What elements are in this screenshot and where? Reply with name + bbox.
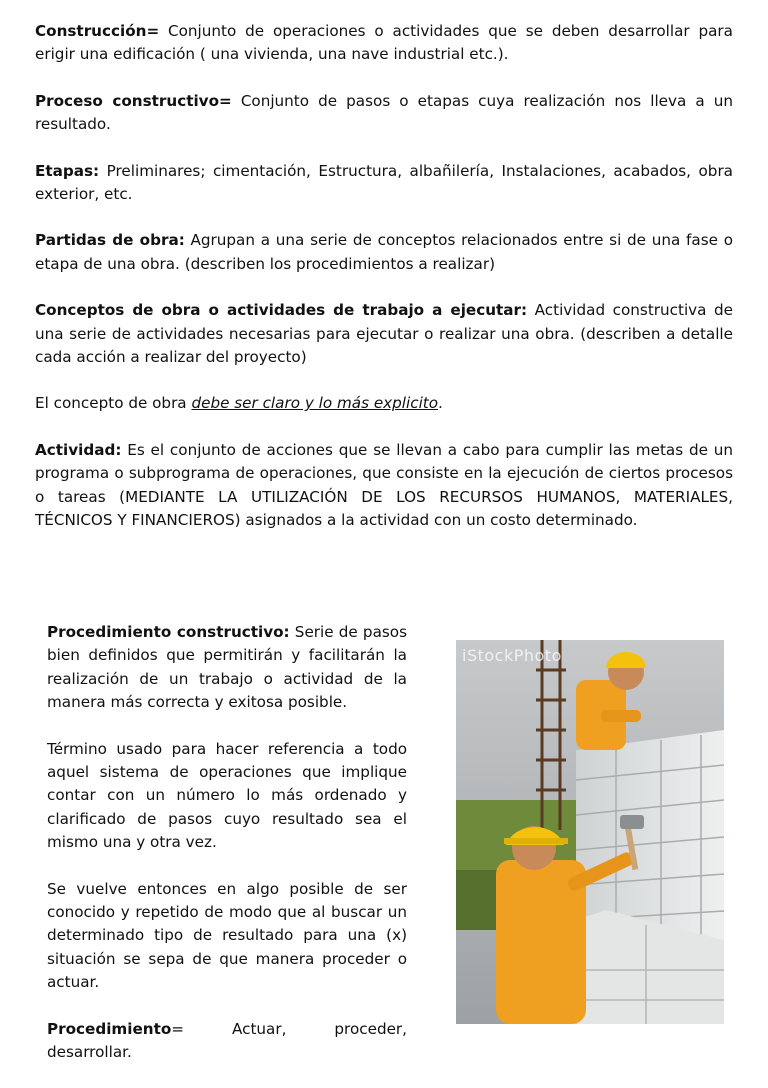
definition-text: Conjunto de pasos o etapas cuya realización nos lleva a un resultado. [35,91,734,134]
term: Construcción= [35,22,160,40]
definition-text: Es el conjunto de acciones que se llevan a cabo para cumplir las metas de un programa o subprograma de operaciones, que consiste en la ejecución de ciertos procesos o tareas (MEDIANTE LA UTILIZACIÓN DE LOS RECURSOS HUMANOS, MATERIALES, TÉCNICOS Y FINANCIEROS) asignados a la actividad con un costo determinado. [35,440,733,530]
term: Proceso constructivo= [35,91,232,110]
se-vuelve-paragraph: Se vuelve entonces en algo posible de ser conocido y repetido de modo que al buscar un determinado tipo de resultado para una (x) situación se sepa de que manera proceder o actuar. [47,879,407,992]
procedimiento-definition [47,1018,407,1065]
term: Actividad: [35,440,122,459]
definition-text: = Actuar, proceder, desarrollar. [47,1019,407,1062]
term: Partidas de obra: [35,231,185,250]
definition-text: Serie de pasos bien definidos que permitirán y facilitarán la realización de un trabajo o actividad de la manera más correcta y exitosa posible. [47,623,407,712]
procedimiento-constructivo-definition [47,621,407,715]
term: Etapas: [35,161,100,180]
definition-etapas [35,160,733,207]
note-underlined: debe ser claro y lo más explicito [191,394,439,413]
definition-partidas-de-obra [35,229,733,276]
definition-actividad [35,439,733,533]
term: Procedimiento [47,1019,172,1038]
definition-proceso-constructivo [35,90,733,137]
note-end: . [438,394,443,413]
termino-paragraph: Término usado para hacer referencia a todo aquel sistema de operaciones que implique contar con un número lo más ordenado y clarificado de pasos cuyo resultado sea el mismo una y otra vez. [47,739,407,852]
photo-illustration [456,640,724,1024]
construction-workers-photo [456,640,724,1024]
definition-text: Agrupan a una serie de conceptos relacionados entre si de una fase o etapa de una obra. (describen los procedimientos a realizar) [35,231,733,273]
note-lead: El concepto de obra [35,394,192,413]
term: Conceptos de obra o actividades de trabajo a ejecutar: [35,301,528,320]
definition-construccion [35,20,733,67]
definition-text: Conjunto de operaciones o actividades que se deben desarrollar para erigir una edificación ( una vivienda, una nave industrial etc.). [35,22,733,64]
term: Procedimiento constructivo: [47,623,290,641]
procedimiento-section [47,621,407,1088]
photo-watermark: iStockPhoto [462,646,562,665]
definitions-section [35,20,733,556]
definition-text: Preliminares; cimentación, Estructura, albañilería, Instalaciones, acabados, obra exterior, etc. [35,161,733,204]
definition-conceptos-de-obra [35,299,733,369]
definition-text: Actividad constructiva de una serie de actividades necesarias para ejecutar o realizar una obra. (describen a detalle cada acción a realizar del proyecto) [35,301,734,367]
concepto-de-obra-note [35,392,733,415]
